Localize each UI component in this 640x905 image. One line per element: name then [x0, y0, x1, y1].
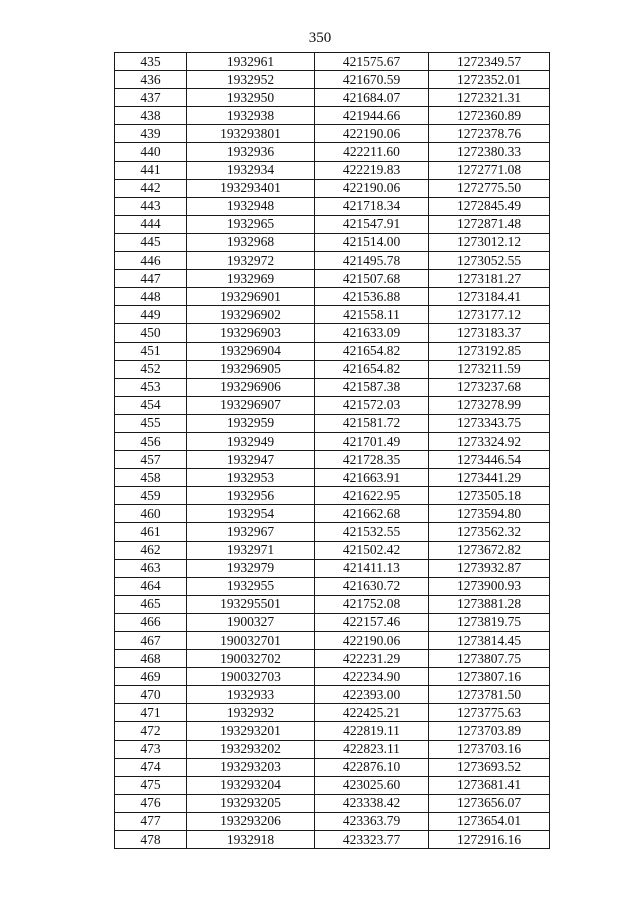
row-number-cell: 437: [115, 89, 187, 107]
y-coordinate-cell: 1273781.50: [429, 686, 550, 704]
point-id-cell: 1932932: [187, 704, 315, 722]
point-id-cell: 1932933: [187, 686, 315, 704]
table-row: [115, 233, 550, 251]
row-number-cell: 451: [115, 342, 187, 360]
y-coordinate-cell: 1273932.87: [429, 559, 550, 577]
point-id-cell: 1932949: [187, 432, 315, 450]
table-row: [115, 740, 550, 758]
table-row: [115, 668, 550, 686]
y-coordinate-cell: 1272360.89: [429, 107, 550, 125]
table-row: [115, 414, 550, 432]
x-coordinate-cell: 421630.72: [315, 577, 429, 595]
row-number-cell: 441: [115, 161, 187, 179]
row-number-cell: 468: [115, 650, 187, 668]
table-row: [115, 360, 550, 378]
point-id-cell: 193296902: [187, 306, 315, 324]
table-row: [115, 197, 550, 215]
x-coordinate-cell: 422234.90: [315, 668, 429, 686]
x-coordinate-cell: 421514.00: [315, 233, 429, 251]
y-coordinate-cell: 1272321.31: [429, 89, 550, 107]
point-id-cell: 193296905: [187, 360, 315, 378]
row-number-cell: 461: [115, 523, 187, 541]
table-row: [115, 161, 550, 179]
y-coordinate-cell: 1273900.93: [429, 577, 550, 595]
y-coordinate-cell: 1273177.12: [429, 306, 550, 324]
y-coordinate-cell: 1273703.89: [429, 722, 550, 740]
row-number-cell: 457: [115, 451, 187, 469]
x-coordinate-cell: 421536.88: [315, 288, 429, 306]
y-coordinate-cell: 1273672.82: [429, 541, 550, 559]
y-coordinate-cell: 1273654.01: [429, 812, 550, 830]
x-coordinate-cell: 421411.13: [315, 559, 429, 577]
y-coordinate-cell: 1273181.27: [429, 270, 550, 288]
table-row: [115, 722, 550, 740]
table-row: [115, 71, 550, 89]
row-number-cell: 469: [115, 668, 187, 686]
table-row: [115, 53, 550, 71]
row-number-cell: 473: [115, 740, 187, 758]
x-coordinate-cell: 423338.42: [315, 794, 429, 812]
point-id-cell: 190032702: [187, 650, 315, 668]
point-id-cell: 193296901: [187, 288, 315, 306]
point-id-cell: 1932965: [187, 215, 315, 233]
table-row: [115, 794, 550, 812]
point-id-cell: 190032701: [187, 632, 315, 650]
y-coordinate-cell: 1272378.76: [429, 125, 550, 143]
y-coordinate-cell: 1273656.07: [429, 794, 550, 812]
x-coordinate-cell: 421728.35: [315, 451, 429, 469]
y-coordinate-cell: 1272775.50: [429, 179, 550, 197]
x-coordinate-cell: 422393.00: [315, 686, 429, 704]
point-id-cell: 190032703: [187, 668, 315, 686]
table-row: [115, 559, 550, 577]
x-coordinate-cell: 422425.21: [315, 704, 429, 722]
y-coordinate-cell: 1272845.49: [429, 197, 550, 215]
y-coordinate-cell: 1273446.54: [429, 451, 550, 469]
x-coordinate-cell: 422823.11: [315, 740, 429, 758]
row-number-cell: 465: [115, 595, 187, 613]
x-coordinate-cell: 421662.68: [315, 505, 429, 523]
x-coordinate-cell: 421670.59: [315, 71, 429, 89]
row-number-cell: 435: [115, 53, 187, 71]
table-row: [115, 342, 550, 360]
row-number-cell: 454: [115, 396, 187, 414]
y-coordinate-cell: 1272771.08: [429, 161, 550, 179]
table-row: [115, 650, 550, 668]
point-id-cell: 193293401: [187, 179, 315, 197]
row-number-cell: 436: [115, 71, 187, 89]
point-id-cell: 1932961: [187, 53, 315, 71]
x-coordinate-cell: 422190.06: [315, 179, 429, 197]
point-id-cell: 1932969: [187, 270, 315, 288]
row-number-cell: 476: [115, 794, 187, 812]
x-coordinate-cell: 422211.60: [315, 143, 429, 161]
x-coordinate-cell: 422190.06: [315, 125, 429, 143]
table-row: [115, 686, 550, 704]
row-number-cell: 445: [115, 233, 187, 251]
x-coordinate-cell: 423323.77: [315, 831, 429, 849]
point-id-cell: 193296904: [187, 342, 315, 360]
y-coordinate-cell: 1273192.85: [429, 342, 550, 360]
row-number-cell: 478: [115, 831, 187, 849]
row-number-cell: 459: [115, 487, 187, 505]
table-row: [115, 776, 550, 794]
point-id-cell: 1932959: [187, 414, 315, 432]
y-coordinate-cell: 1272871.48: [429, 215, 550, 233]
row-number-cell: 449: [115, 306, 187, 324]
x-coordinate-cell: 421572.03: [315, 396, 429, 414]
row-number-cell: 477: [115, 812, 187, 830]
point-id-cell: 1932947: [187, 451, 315, 469]
point-id-cell: 193293204: [187, 776, 315, 794]
row-number-cell: 474: [115, 758, 187, 776]
x-coordinate-cell: 422819.11: [315, 722, 429, 740]
row-number-cell: 455: [115, 414, 187, 432]
x-coordinate-cell: 421507.68: [315, 270, 429, 288]
y-coordinate-cell: 1273012.12: [429, 233, 550, 251]
point-id-cell: 193296906: [187, 378, 315, 396]
table-row: [115, 324, 550, 342]
y-coordinate-cell: 1273237.68: [429, 378, 550, 396]
point-id-cell: 1932968: [187, 233, 315, 251]
x-coordinate-cell: 421684.07: [315, 89, 429, 107]
coordinate-table-body: [115, 53, 550, 849]
table-row: [115, 487, 550, 505]
row-number-cell: 467: [115, 632, 187, 650]
point-id-cell: 193293202: [187, 740, 315, 758]
row-number-cell: 447: [115, 270, 187, 288]
point-id-cell: 1932954: [187, 505, 315, 523]
point-id-cell: 1932956: [187, 487, 315, 505]
table-row: [115, 306, 550, 324]
point-id-cell: 193295501: [187, 595, 315, 613]
table-row: [115, 758, 550, 776]
point-id-cell: 1932952: [187, 71, 315, 89]
row-number-cell: 452: [115, 360, 187, 378]
point-id-cell: 193293201: [187, 722, 315, 740]
table-row: [115, 704, 550, 722]
y-coordinate-cell: 1273343.75: [429, 414, 550, 432]
table-row: [115, 523, 550, 541]
x-coordinate-cell: 422190.06: [315, 632, 429, 650]
point-id-cell: 1932934: [187, 161, 315, 179]
point-id-cell: 1932971: [187, 541, 315, 559]
row-number-cell: 462: [115, 541, 187, 559]
y-coordinate-cell: 1273819.75: [429, 613, 550, 631]
y-coordinate-cell: 1273052.55: [429, 252, 550, 270]
y-coordinate-cell: 1273594.80: [429, 505, 550, 523]
y-coordinate-cell: 1273814.45: [429, 632, 550, 650]
x-coordinate-cell: 421547.91: [315, 215, 429, 233]
row-number-cell: 471: [115, 704, 187, 722]
row-number-cell: 440: [115, 143, 187, 161]
x-coordinate-cell: 421502.42: [315, 541, 429, 559]
point-id-cell: 1932967: [187, 523, 315, 541]
y-coordinate-cell: 1272352.01: [429, 71, 550, 89]
y-coordinate-cell: 1273693.52: [429, 758, 550, 776]
y-coordinate-cell: 1273183.37: [429, 324, 550, 342]
table-row: [115, 613, 550, 631]
x-coordinate-cell: 421575.67: [315, 53, 429, 71]
table-row: [115, 577, 550, 595]
table-row: [115, 541, 550, 559]
y-coordinate-cell: 1272349.57: [429, 53, 550, 71]
x-coordinate-cell: 422876.10: [315, 758, 429, 776]
row-number-cell: 438: [115, 107, 187, 125]
page-number: 350: [308, 30, 332, 46]
table-row: [115, 270, 550, 288]
row-number-cell: 448: [115, 288, 187, 306]
point-id-cell: 1932918: [187, 831, 315, 849]
x-coordinate-cell: 421944.66: [315, 107, 429, 125]
y-coordinate-cell: 1273211.59: [429, 360, 550, 378]
table-row: [115, 812, 550, 830]
row-number-cell: 470: [115, 686, 187, 704]
x-coordinate-cell: 421654.82: [315, 360, 429, 378]
table-row: [115, 89, 550, 107]
x-coordinate-cell: 421622.95: [315, 487, 429, 505]
table-row: [115, 396, 550, 414]
x-coordinate-cell: 423363.79: [315, 812, 429, 830]
y-coordinate-cell: 1273505.18: [429, 487, 550, 505]
y-coordinate-cell: 1273184.41: [429, 288, 550, 306]
row-number-cell: 463: [115, 559, 187, 577]
x-coordinate-cell: 421663.91: [315, 469, 429, 487]
x-coordinate-cell: 422231.29: [315, 650, 429, 668]
point-id-cell: 1932953: [187, 469, 315, 487]
x-coordinate-cell: 421495.78: [315, 252, 429, 270]
y-coordinate-cell: 1272380.33: [429, 143, 550, 161]
x-coordinate-cell: 421558.11: [315, 306, 429, 324]
coordinate-table: [114, 52, 550, 849]
y-coordinate-cell: 1272916.16: [429, 831, 550, 849]
x-coordinate-cell: 421752.08: [315, 595, 429, 613]
x-coordinate-cell: 421587.38: [315, 378, 429, 396]
point-id-cell: 193296907: [187, 396, 315, 414]
y-coordinate-cell: 1273881.28: [429, 595, 550, 613]
table-row: [115, 107, 550, 125]
point-id-cell: 1932948: [187, 197, 315, 215]
row-number-cell: 464: [115, 577, 187, 595]
y-coordinate-cell: 1273703.16: [429, 740, 550, 758]
row-number-cell: 439: [115, 125, 187, 143]
row-number-cell: 458: [115, 469, 187, 487]
table-row: [115, 432, 550, 450]
point-id-cell: 1932979: [187, 559, 315, 577]
point-id-cell: 1932955: [187, 577, 315, 595]
point-id-cell: 193296903: [187, 324, 315, 342]
y-coordinate-cell: 1273441.29: [429, 469, 550, 487]
table-row: [115, 143, 550, 161]
table-row: [115, 831, 550, 849]
y-coordinate-cell: 1273807.75: [429, 650, 550, 668]
x-coordinate-cell: 423025.60: [315, 776, 429, 794]
row-number-cell: 446: [115, 252, 187, 270]
table-row: [115, 469, 550, 487]
table-row: [115, 252, 550, 270]
y-coordinate-cell: 1273324.92: [429, 432, 550, 450]
row-number-cell: 444: [115, 215, 187, 233]
row-number-cell: 453: [115, 378, 187, 396]
point-id-cell: 193293205: [187, 794, 315, 812]
row-number-cell: 475: [115, 776, 187, 794]
table-row: [115, 179, 550, 197]
row-number-cell: 456: [115, 432, 187, 450]
table-row: [115, 595, 550, 613]
x-coordinate-cell: 422157.46: [315, 613, 429, 631]
x-coordinate-cell: 421718.34: [315, 197, 429, 215]
row-number-cell: 472: [115, 722, 187, 740]
y-coordinate-cell: 1273775.63: [429, 704, 550, 722]
row-number-cell: 450: [115, 324, 187, 342]
x-coordinate-cell: 421532.55: [315, 523, 429, 541]
row-number-cell: 466: [115, 613, 187, 631]
x-coordinate-cell: 422219.83: [315, 161, 429, 179]
table-row: [115, 632, 550, 650]
x-coordinate-cell: 421633.09: [315, 324, 429, 342]
point-id-cell: 1932936: [187, 143, 315, 161]
row-number-cell: 443: [115, 197, 187, 215]
table-row: [115, 125, 550, 143]
point-id-cell: 193293203: [187, 758, 315, 776]
row-number-cell: 460: [115, 505, 187, 523]
point-id-cell: 1900327: [187, 613, 315, 631]
row-number-cell: 442: [115, 179, 187, 197]
table-row: [115, 378, 550, 396]
x-coordinate-cell: 421581.72: [315, 414, 429, 432]
point-id-cell: 193293801: [187, 125, 315, 143]
y-coordinate-cell: 1273562.32: [429, 523, 550, 541]
x-coordinate-cell: 421654.82: [315, 342, 429, 360]
point-id-cell: 1932950: [187, 89, 315, 107]
table-row: [115, 505, 550, 523]
point-id-cell: 1932972: [187, 252, 315, 270]
table-row: [115, 288, 550, 306]
point-id-cell: 193293206: [187, 812, 315, 830]
y-coordinate-cell: 1273807.16: [429, 668, 550, 686]
y-coordinate-cell: 1273681.41: [429, 776, 550, 794]
point-id-cell: 1932938: [187, 107, 315, 125]
table-row: [115, 215, 550, 233]
y-coordinate-cell: 1273278.99: [429, 396, 550, 414]
x-coordinate-cell: 421701.49: [315, 432, 429, 450]
table-row: [115, 451, 550, 469]
